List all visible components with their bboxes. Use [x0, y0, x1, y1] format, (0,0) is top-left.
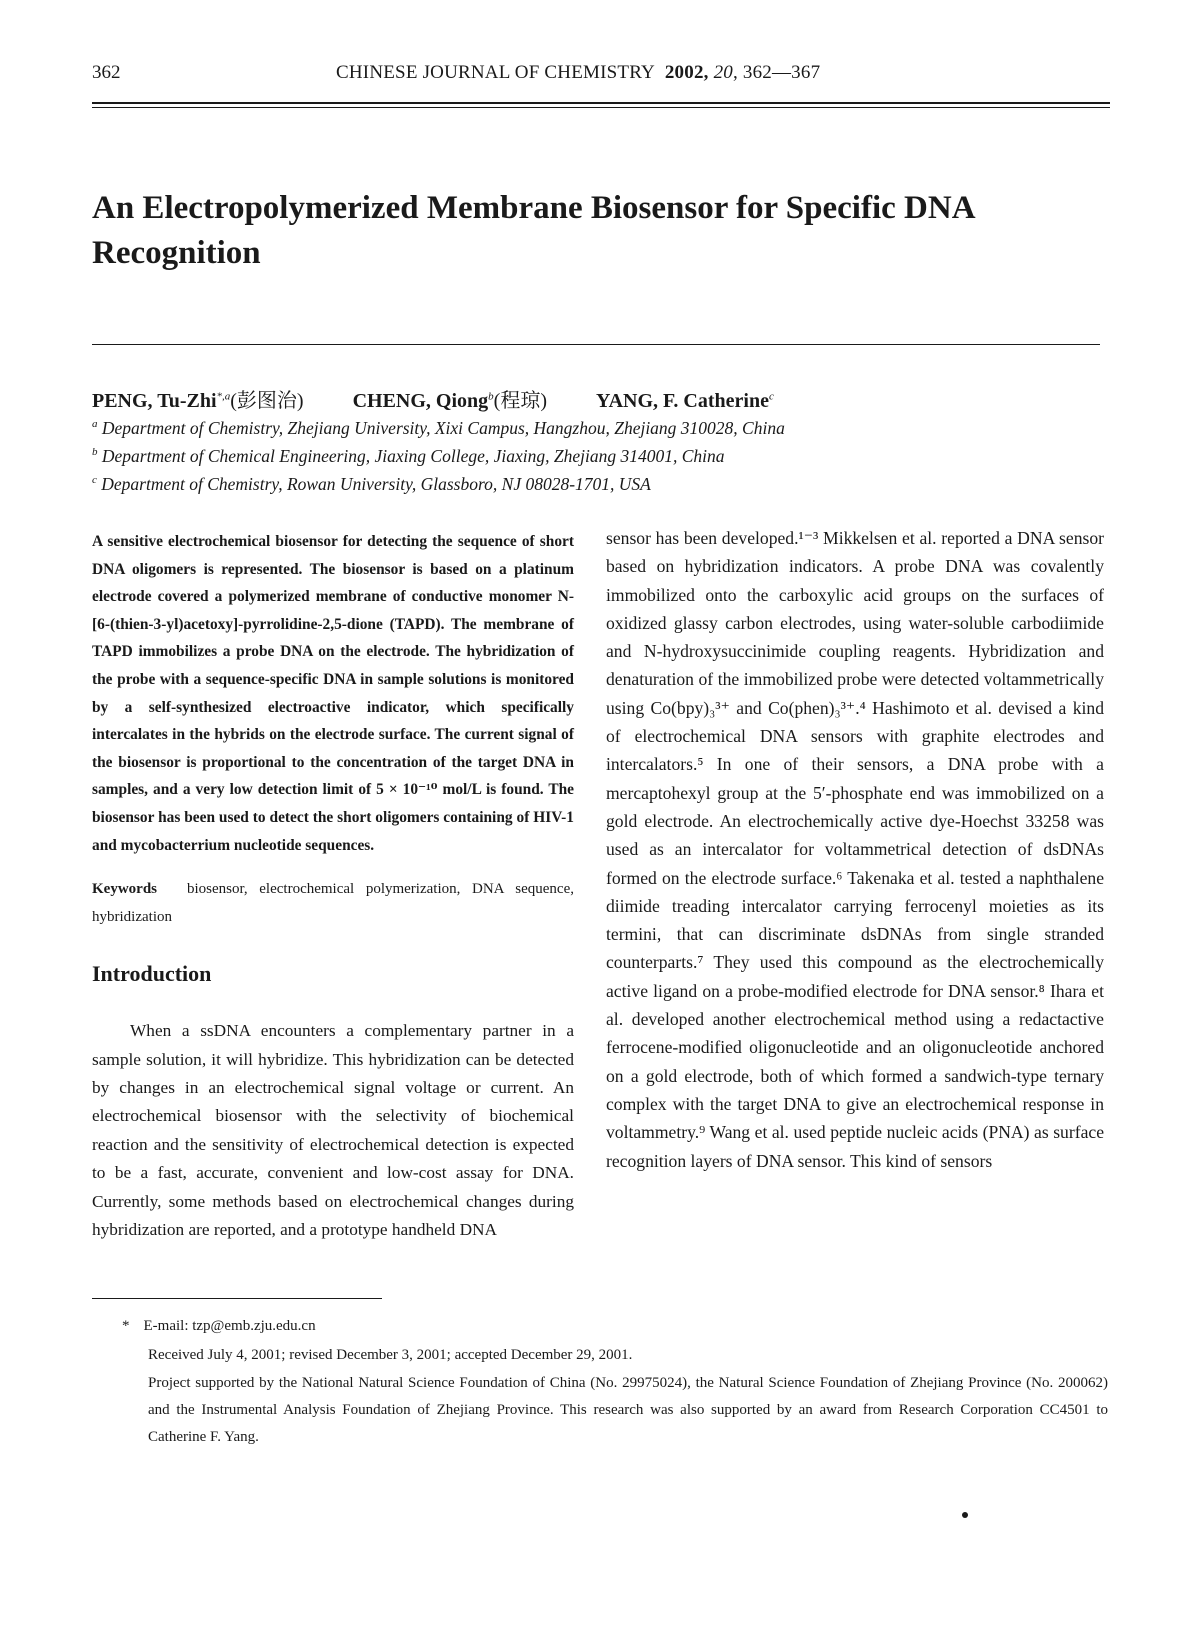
article-title: An Electropolymerized Membrane Biosensor for Specific DNA Recognition	[92, 190, 974, 271]
affiliation-marker: a	[92, 418, 98, 431]
journal-running-header	[336, 62, 820, 84]
footnote-rule	[92, 1298, 382, 1299]
affiliation-text: Department of Chemistry, Zhejiang University, Xixi Campus, Hangzhou, Zhejiang 310028, China	[101, 418, 785, 438]
author-name: YANG, F. Catherine	[596, 390, 769, 412]
author-superscript: c	[768, 390, 774, 403]
header-rule-thick	[92, 102, 1110, 104]
page-number: 362	[92, 62, 121, 83]
footnote-email	[122, 1313, 316, 1340]
body-paragraph: sensor has been developed.¹⁻³ Mikkelsen et al. reported a DNA sensor based on hybridization indicators. A probe DNA was covalently immobilized onto the carboxylic acid groups on the surfaces of oxidized glassy carbon electrodes, using water-soluble carbodiimide and N-hydroxysuccinimide coupling reagents. Hybridization and denaturation of the immobilized probe were detected voltammetrically using Co(bpy)₃³⁺ and Co(phen)₃³⁺.⁴ Hashimoto et al. devised a kind of electrochemical DNA sensors with graphite electrodes and intercalators.⁵ In one of their sensors, a DNA probe with a mercaptohexyl group at the 5′-phosphate end was immobilized on a gold electrode. An electrochemically active dye-Hoechst 33258 was used as an intercalator for voltammetrical detection of dsDNAs formed on the electrode surface.⁶ Takenaka et al. tested a naphthalene diimide treading intercalator carrying ferrocenyl moieties as its termini, that can discriminate dsDNAs from single stranded counterparts.⁷ They used this compound as the electrochemically active ligand on a probe-modified electrode for DNA sensor.⁸ Ihara et al. developed another electrochemical method using a redactactive ferrocene-modified oligonucleotide and an oligonucleotide anchored on a gold electrode, both of which formed a sandwich-type ternary complex with the target DNA to give an electrochemical response in voltammetry.⁹ Wang et al. used peptide nucleic acids (PNA) as surface recognition layers of DNA sensor. This kind of sensors	[606, 528, 1104, 1171]
affiliation	[92, 474, 651, 495]
affiliation-text: Department of Chemistry, Rowan University, Glassboro, NJ 08028-1701, USA	[101, 474, 651, 494]
journal-year: 2002,	[664, 62, 709, 83]
author	[596, 390, 774, 412]
left-column	[92, 528, 574, 1244]
journal-name: CHINESE JOURNAL OF CHEMISTRY	[336, 62, 655, 83]
abstract: A sensitive electrochemical biosensor for detecting the sequence of short DNA oligomers is represented. The biosensor is based on a platinum electrode covered a polymerized membrane of conductive monomer N-[6-(thien-3-yl)acetoxy]-pyrrolidine-2,5-dione (TAPD). The membrane of TAPD immobilizes a probe DNA on the electrode. The hybridization of the probe with a sequence-specific DNA in sample solutions is monitored by a self-synthesized electroactive indicator, which specifically intercalates in the hybrids on the electrode surface. The current signal of the biosensor is proportional to the concentration of the target DNA in samples, and a very low detection limit of 5 × 10⁻¹⁰ mol/L is found. The biosensor has been used to detect the short oligomers containing of HIV-1 and mycobacterrium nucleotide sequences.	[92, 533, 574, 854]
section-heading: Introduction	[92, 961, 212, 987]
keywords-text: biosensor, electrochemical polymerization, DNA sequence, hybridization	[92, 881, 574, 926]
author-chinese-name: (程琼)	[493, 390, 547, 412]
author-name: CHENG, Qiong	[352, 390, 489, 412]
affiliation	[92, 418, 785, 439]
intro-paragraph: When a ssDNA encounters a complementary partner in a sample solution, it will hybridize. This hybridization can be detected by changes in an electrochemical signal voltage or current. An electrochemical biosensor with the selectivity of biochemical reaction and the sensitivity of electrochemical detection is expected to be a fast, accurate, convenient and low-cost assay for DNA. Currently, some methods based on electrochemical changes during hybridization are reported, and a prototype handheld DNA	[92, 1021, 574, 1239]
header-rule-thin	[92, 107, 1110, 108]
footnote-received: Received July 4, 2001; revised December 3, 2001; accepted December 29, 2001.	[148, 1347, 633, 1363]
journal-volume: 20	[713, 62, 733, 83]
affiliation-marker: c	[92, 474, 97, 487]
keywords	[92, 875, 574, 931]
author-name: PENG, Tu-Zhi	[92, 390, 217, 412]
right-column	[606, 524, 1104, 1175]
author	[353, 390, 547, 412]
affiliation-marker: b	[92, 446, 98, 459]
author-superscript: *,a	[216, 390, 231, 403]
affiliation-text: Department of Chemical Engineering, Jiaxing College, Jiaxing, Zhejiang 314001, China	[101, 446, 725, 466]
author-superscript: b	[488, 390, 494, 403]
affiliation	[92, 446, 725, 467]
author-chinese-name: (彭图治)	[230, 390, 304, 412]
email-text: E-mail: tzp@emb.zju.edu.cn	[143, 1318, 316, 1334]
corresponding-author-marker: *	[122, 1318, 130, 1334]
author	[92, 390, 304, 412]
footnote-project: Project supported by the National Natural Science Foundation of China (No. 29975024), the Natural Science Foundation of Zhejiang Province (No. 200062) and the Instrumental Analysis Foundation of Zhejiang Province. This research was also supported by an award from Research Corporation CC4501 to Catherine F. Yang.	[148, 1375, 1108, 1445]
page-dot	[962, 1512, 968, 1518]
title-rule	[92, 344, 1100, 345]
keywords-label: Keywords	[92, 881, 157, 898]
author-list	[92, 384, 818, 413]
journal-pages: , 362—367	[732, 62, 821, 83]
